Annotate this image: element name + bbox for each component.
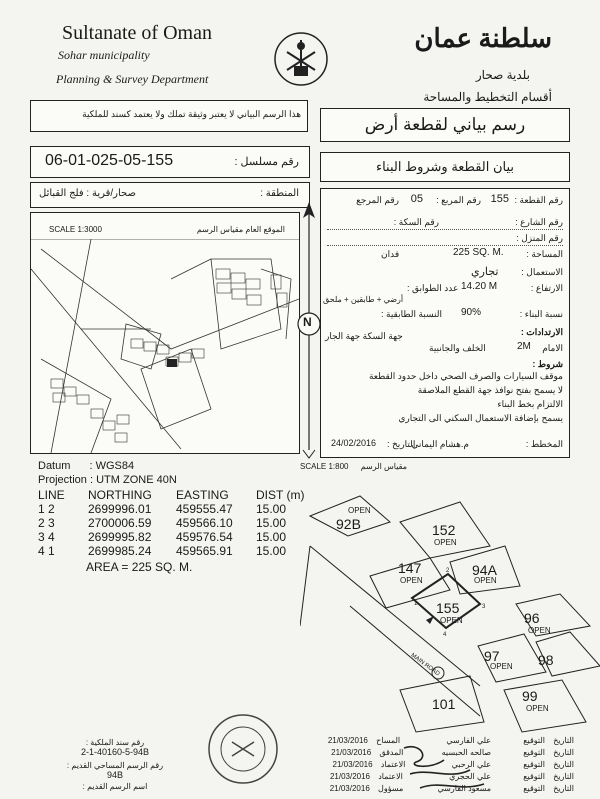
date-field: التاريخ [553,772,574,781]
use-value: تجاري [471,266,499,278]
parcel-open-label: OPEN [490,662,513,671]
square-label: رقم المربع : [436,195,481,205]
sides-label: الخلف والجانبية [429,343,486,353]
street-label: رقم الشارع : [515,217,563,227]
survey-value: 94B [106,770,123,780]
front-label: الامام [542,343,563,353]
north-label: N [303,315,312,329]
plot-no-label: رقم القطعة : [514,195,563,205]
cell-line: 3 4 [38,530,55,544]
old-label: اسم الرسم القديم : [82,782,148,791]
header-ar-title: سلطنة عمان [414,24,552,53]
table-row [38,530,310,544]
area-line-box [30,182,310,208]
condition-item: موقف السيارات والصرف الصحي داخل حدود القطعة [368,371,563,381]
cell-dist: 15.00 [256,530,287,544]
cell-line: 1 2 [38,502,55,516]
sign-date: 21/03/2016 [327,736,368,745]
coverage-label: نسبة البناء : [519,309,563,319]
parcel-open-label: OPEN [434,538,457,547]
feddan-label: فدان [381,249,400,259]
site-plan-scale-text: SCALE 1:800 [300,462,349,471]
planner-label: المخطط : [525,439,563,449]
corner-label: 2 [446,568,450,574]
sign-name: مسعود الفارسي [437,784,492,793]
parcel-open-label: OPEN [400,576,423,585]
sign-field: التوقيع [523,748,545,757]
parcel-label: 96 [524,610,540,626]
square-value: 05 [410,193,423,205]
cell-easting: 459576.54 [176,530,233,544]
key-map-title: الموقع العام مقياس الرسم [196,225,285,234]
cell-northing: 2700006.59 [88,516,152,530]
sign-role: مسؤول [378,784,404,793]
sign-name: صالحه الحبسيه [441,748,492,757]
date-field: التاريخ [553,748,574,757]
sign-name: علي الحجري [449,772,492,781]
header-en-department: Planning & Survey Department [56,72,209,86]
cell-easting: 459555.47 [176,502,233,516]
cell-northing: 2699996.01 [88,502,152,516]
cell-dist: 15.00 [256,544,287,558]
parcel-open-label: OPEN [474,576,497,585]
projection-label: Projection [38,474,87,486]
sign-name: علي الرحبي [451,760,492,769]
survey-label: رقم الرسم المساحي القديم : [66,761,164,770]
projection [38,474,177,486]
parcel-label: 101 [432,696,456,712]
condition-item: لا يسمح بفتح نوافذ جهة القطع الملاصقة [417,385,563,395]
projection-value: : UTM ZONE 40N [89,474,177,486]
floors-label: عدد الطوابق : [407,283,459,293]
parcel-label: 147 [398,560,422,576]
sides-value: جهة السكة جهة الجار [325,331,403,341]
coordinate-table [38,488,310,574]
area-value: 225 SQ. M. [453,247,504,258]
corner-label: 3 [482,604,486,610]
conditions-label: شروط : [532,359,563,369]
table-header-row [38,488,310,502]
cell-dist: 15.00 [256,502,287,516]
height-label: الارتفاع : [530,283,563,293]
cell-easting: 459565.91 [176,544,233,558]
oman-emblem-icon [272,30,330,88]
parcel-label-subject: 155 [436,600,460,616]
road-label: MAIN ROAD [409,652,441,678]
date-field: التاريخ [553,760,574,769]
sign-role: المدقق [379,748,404,757]
house-label: رقم المنزل : [516,233,563,243]
section-title: بيان القطعة وشروط البناء [320,152,570,182]
coverage-value: 90% [461,307,482,318]
cell-easting: 459566.10 [176,516,233,530]
condition-item: يسمح بإضافة الاستعمال السكني الى التجاري [398,413,563,423]
header-en-title: Sultanate of Oman [62,22,212,44]
datum-label: Datum [38,460,71,472]
use-label: الاستعمال : [521,267,563,277]
site-plan [300,476,600,736]
site-plan-scale [300,462,407,471]
parcel-label: 152 [432,522,456,538]
site-plan-scale-ar: مقياس الرسم [360,462,407,471]
municipality-stamp-icon [206,712,280,786]
parcel-label: 94A [472,562,497,578]
datum-value: : WGS84 [89,460,135,472]
footer-deed-block [30,738,200,791]
date-field: التاريخ [553,736,574,745]
cell-line: 2 3 [38,516,55,530]
height-value: 14.20 M [461,281,498,292]
sign-name: علي الفارسي [446,736,492,745]
plot-no-value: 155 [490,193,509,205]
parcel-open-label: OPEN [528,626,551,635]
area-label: المساحة : [526,249,563,259]
area-total: AREA = 225 SQ. M. [86,560,193,574]
planner-date-label: التاريخ : [387,439,416,449]
cell-northing: 2699985.24 [88,544,152,558]
parcel-label: 92B [336,516,361,532]
area-line-label: المنطقة : [260,188,299,199]
sign-role: الاعتماد [380,760,406,769]
parcel-label: 97 [484,648,500,664]
col-header: DIST (m) [256,488,305,502]
alley-label: رقم السكة : [393,217,439,227]
corner-label: 4 [443,632,447,638]
serial-box [30,146,310,178]
header-en-municipality: Sohar municipality [58,48,150,62]
corner-marker-icon [426,616,434,624]
cell-dist: 15.00 [256,516,287,530]
table-row [38,516,310,530]
floors-value: أرضي + طابقين + ملحق [323,295,404,304]
parcel-open-label: OPEN [526,704,549,713]
sign-date: 21/03/2016 [329,784,370,793]
header-ar-department: أقسام التخطيط والمساحة [423,90,552,104]
sign-field: التوقيع [523,772,545,781]
far-label: النسبة الطابقية : [381,309,442,319]
north-arrow-icon [296,200,322,460]
sign-role: المساح [376,736,401,745]
sign-role: الاعتماد [378,772,403,781]
sign-date: 21/03/2016 [331,748,372,757]
deed-value: 2-1-40160-5-94B [80,747,150,757]
area-line-value: صحار/قرية : فلج القبائل [39,188,137,199]
col-header: EASTING [176,488,229,502]
date-field: التاريخ [553,784,574,793]
setbacks-label: الارتدادات : [520,327,563,337]
serial-number: 06-01-025-05-155 [45,152,174,169]
cell-line: 4 1 [38,544,55,558]
key-map-drawing [31,239,299,453]
disclaimer-notice: هذا الرسم البياني لا يعتبر وثيقة تملك ولا يعتمد كسند للملكية [30,100,308,132]
table-row [38,502,310,516]
parcel-open-label: OPEN [348,506,371,515]
document-title: رسم بياني لقطعة أرض [320,108,570,142]
plot-info-panel [320,188,570,458]
header-ar-municipality: بلدية صحار [475,68,530,82]
serial-label: رقم مسلسل : [234,156,299,168]
planner-name: م.هشام اليماني [411,439,469,449]
col-header: NORTHING [88,488,152,502]
col-header: LINE [38,488,65,502]
key-map [30,212,300,454]
condition-item: الالتزام بخط البناء [497,399,563,409]
sign-field: التوقيع [523,760,545,769]
sign-field: التوقيع [523,784,545,793]
sign-date: 21/03/2016 [332,760,373,769]
ref-label: رقم المرجع [356,195,399,205]
deed-label: رقم سند الملكية : [85,738,145,747]
front-value: 2M [517,341,531,352]
signature-scribble-icon [400,740,490,794]
parcel-label: 98 [538,652,554,668]
table-row [38,544,310,558]
cell-northing: 2699995.82 [88,530,152,544]
parcel-label: 99 [522,688,538,704]
datum [38,460,134,472]
corner-label: 1 [414,601,418,607]
parcel-open-label: OPEN [440,616,463,625]
sign-date: 21/03/2016 [329,772,370,781]
key-map-scale: SCALE 1:3000 [49,225,102,234]
planner-date: 24/02/2016 [331,438,377,448]
sign-field: التوقيع [523,736,545,745]
